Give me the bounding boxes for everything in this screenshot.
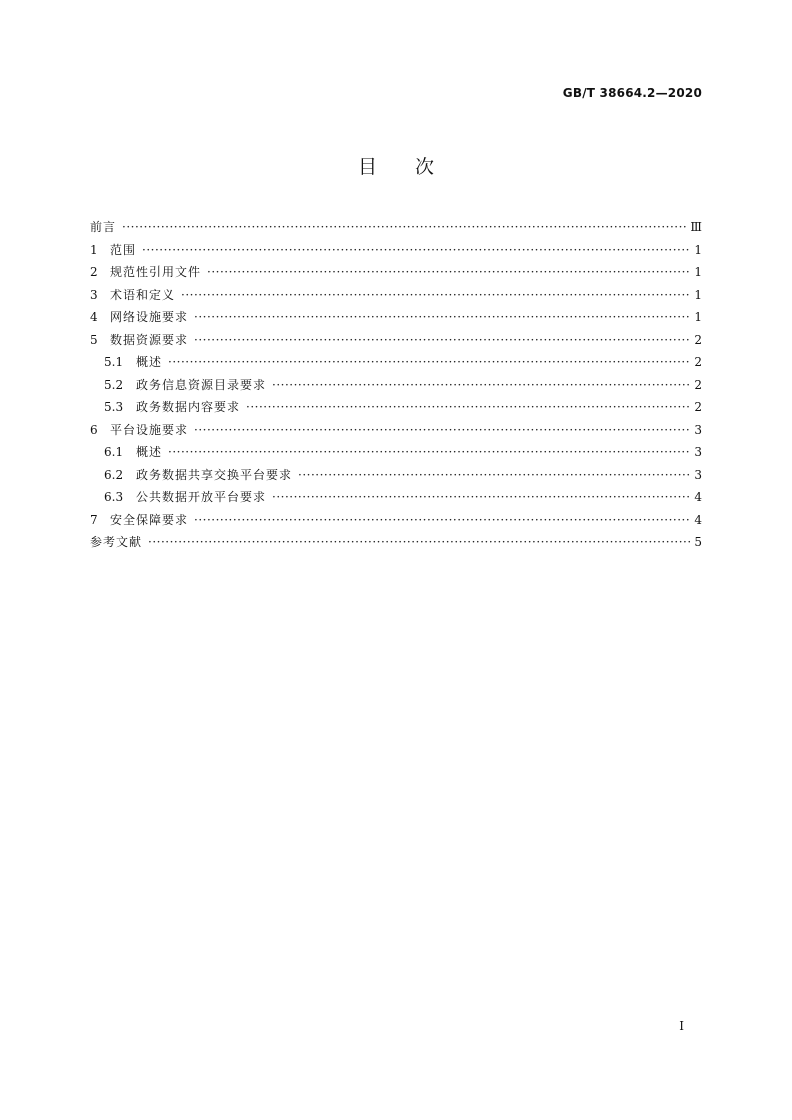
toc-page-number: 1 [694,242,702,257]
toc-entry-7[interactable] [90,509,702,532]
toc-entry-title: 平台设施要求 [110,422,189,437]
toc-entry-6-2[interactable] [90,464,702,487]
toc-page-number: 2 [694,332,702,347]
toc-page-number: 4 [694,490,702,504]
dot-leader [246,396,690,419]
dot-leader [122,216,686,239]
toc-page-number: 2 [694,377,702,392]
toc-entry-1[interactable] [90,239,702,262]
dot-leader [142,239,690,262]
toc-entry-2[interactable] [90,261,702,284]
toc-section-number: 6 [90,422,98,437]
toc-entry-title: 规范性引用文件 [110,265,202,279]
page-title: 目次 [357,156,472,178]
toc-entry-title: 术语和定义 [110,287,176,302]
toc-section-number: 6.1 [104,445,124,459]
dot-leader [181,284,690,307]
toc-entry-title: 政务数据共享交换平台要求 [136,467,293,482]
toc-section-number: 1 [90,242,98,257]
toc-page-number: 3 [694,467,702,482]
toc-entry-title: 安全保障要求 [110,512,189,527]
dot-leader [168,441,690,464]
toc-section-number: 5 [90,332,98,347]
standard-code: GB/T 38664.2—2020 [562,86,702,100]
dot-leader [272,374,690,397]
toc-entry-title: 政务数据内容要求 [136,400,241,414]
dot-leader [194,306,690,329]
toc-entry-title: 概述 [136,445,163,459]
toc-entry-title: 参考文献 [90,535,143,549]
toc-section-number: 6.2 [104,467,124,482]
toc-section-number: 5.2 [104,377,124,392]
toc-entry-title: 数据资源要求 [110,332,189,347]
dot-leader [272,486,690,509]
toc-section-number: 6.3 [104,490,124,504]
dot-leader [207,261,690,284]
toc-page-number: 3 [694,445,702,459]
toc-entry-6[interactable] [90,419,702,442]
toc-page-number: Ⅲ [690,220,702,234]
toc-entry-5[interactable] [90,329,702,352]
toc-entry-title: 公共数据开放平台要求 [136,490,267,504]
toc-entry-title: 政务信息资源目录要求 [136,377,267,392]
toc-page-number: 2 [694,355,702,369]
toc-entry-6-1[interactable] [90,441,702,464]
toc-section-number: 7 [90,512,98,527]
footer-page-number: Ⅰ [679,1019,684,1033]
toc-section-number: 5.1 [104,355,124,369]
toc-page-number: 4 [694,512,702,527]
toc-page-number: 1 [694,310,702,324]
toc-entry-title: 概述 [136,355,163,369]
toc-entry-references[interactable] [90,531,702,554]
toc-entry-4[interactable] [90,306,702,329]
toc-section-number: 5.3 [104,400,124,414]
toc-page-number: 1 [694,265,702,279]
toc-page-number: 5 [694,535,702,549]
dot-leader [168,351,690,374]
toc-entry-title: 范围 [110,242,137,257]
dot-leader [194,419,690,442]
toc-page-number: 3 [694,422,702,437]
dot-leader [194,329,690,352]
toc-entry-title: 网络设施要求 [110,310,189,324]
table-of-contents [90,216,702,554]
toc-section-number: 4 [90,310,98,324]
toc-section-number: 3 [90,287,98,302]
toc-entry-foreword[interactable] [90,216,702,239]
dot-leader [194,509,690,532]
dot-leader [298,464,690,487]
toc-entry-6-3[interactable] [90,486,702,509]
toc-entry-3[interactable] [90,284,702,307]
toc-page-number: 1 [694,287,702,302]
toc-entry-5-3[interactable] [90,396,702,419]
toc-entry-5-2[interactable] [90,374,702,397]
toc-entry-5-1[interactable] [90,351,702,374]
toc-page-number: 2 [694,400,702,414]
toc-entry-title: 前言 [90,220,117,234]
dot-leader [148,531,690,554]
toc-section-number: 2 [90,265,98,279]
